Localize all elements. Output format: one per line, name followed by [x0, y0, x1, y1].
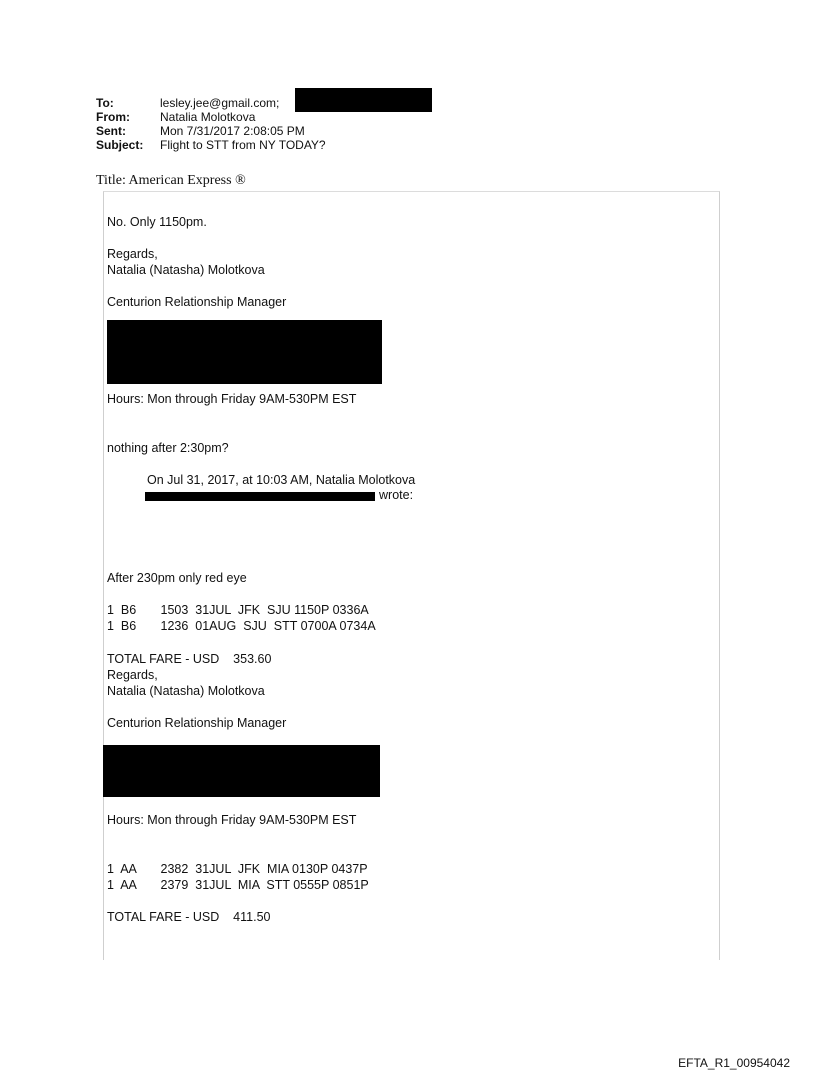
sent-label: Sent:: [96, 124, 126, 138]
redaction-block-contact-2: [103, 745, 380, 797]
flight-line-3: 1 AA 2382 31JUL JFK MIA 0130P 0437P: [107, 862, 368, 876]
to-row: [96, 96, 326, 110]
redaction-block-email: [145, 492, 375, 501]
signature-name: Natalia (Natasha) Molotkova: [107, 263, 265, 277]
hours-text: Hours: Mon through Friday 9AM-530PM EST: [107, 392, 357, 406]
flight-line-4: 1 AA 2379 31JUL MIA STT 0555P 0851P: [107, 878, 369, 892]
subject-row: [96, 138, 326, 152]
flight-line-2: 1 B6 1236 01AUG SJU STT 0700A 0734A: [107, 619, 376, 633]
question-text: nothing after 2:30pm?: [107, 441, 229, 455]
email-header: [96, 96, 326, 152]
from-value: Natalia Molotkova: [160, 110, 256, 124]
signature-role: Centurion Relationship Manager: [107, 295, 287, 309]
from-row: [96, 110, 326, 124]
subject-label: Subject:: [96, 138, 144, 152]
bates-number: EFTA_R1_00954042: [678, 1056, 790, 1070]
subject-value: Flight to STT from NY TODAY?: [160, 138, 326, 152]
sent-row: [96, 124, 326, 138]
to-value: lesley.jee@gmail.com;: [160, 96, 280, 110]
redaction-block-recipients: [295, 88, 432, 112]
signature-name-2: Natalia (Natasha) Molotkova: [107, 684, 265, 698]
hours-text-2: Hours: Mon through Friday 9AM-530PM EST: [107, 813, 357, 827]
redaction-block-contact-1: [107, 320, 382, 384]
regards-text: Regards,: [107, 247, 158, 261]
after-230-text: After 230pm only red eye: [107, 571, 247, 585]
quote-header-line2: wrote:: [379, 488, 414, 502]
document-title: Title: American Express ®: [96, 173, 246, 188]
to-label: To:: [96, 96, 114, 110]
total-fare-2: TOTAL FARE - USD 411.50: [107, 910, 271, 924]
from-label: From:: [96, 110, 130, 124]
regards-text-2: Regards,: [107, 668, 158, 682]
quote-header-line1: On Jul 31, 2017, at 10:03 AM, Natalia Molotkova: [147, 473, 416, 487]
reply-text: No. Only 1150pm.: [107, 215, 207, 229]
total-fare-1: TOTAL FARE - USD 353.60: [107, 652, 272, 666]
sent-value: Mon 7/31/2017 2:08:05 PM: [160, 124, 305, 138]
signature-role-2: Centurion Relationship Manager: [107, 716, 287, 730]
flight-line-1: 1 B6 1503 31JUL JFK SJU 1150P 0336A: [107, 603, 369, 617]
